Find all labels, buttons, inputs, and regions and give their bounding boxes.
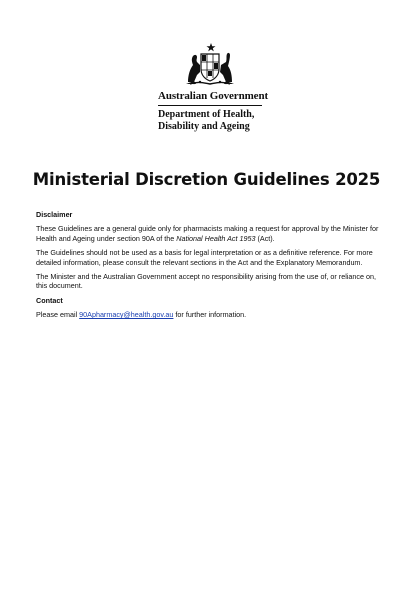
disclaimer-paragraph-1 bbox=[36, 224, 386, 243]
disclaimer-paragraph-3: The Minister and the Australian Government accept no responsibility arising from the use of, or reliance on, this document. bbox=[36, 272, 376, 291]
disclaimer-paragraph-1-text: These Guidelines are a general guide only for pharmacists making a request for approval by the Minister for Health and Ageing under section 90A of the bbox=[36, 224, 379, 243]
logo-divider bbox=[158, 105, 262, 106]
document-title: Ministerial Discretion Guidelines 2025 bbox=[32, 170, 381, 189]
disclaimer-paragraph-2: The Guidelines should not be used as a basis for legal interpretation or as a definitive reference. For more detailed information, please consult the relevant sections in the Act and the Explanatory Memorandum. bbox=[36, 248, 373, 267]
department-name-line-2: Disability and Ageing bbox=[158, 121, 250, 132]
document-body bbox=[36, 210, 386, 325]
act-name: National Health Act 1953 bbox=[176, 233, 256, 243]
disclaimer-paragraph-1-end: (Act). bbox=[255, 233, 275, 243]
contact-suffix: for further information. bbox=[173, 310, 247, 320]
department-name-line-1: Department of Health, bbox=[158, 109, 255, 120]
disclaimer-heading: Disclaimer bbox=[36, 210, 73, 219]
government-name: Australian Government bbox=[158, 90, 269, 102]
contact-heading: Contact bbox=[36, 295, 63, 305]
contact-prefix: Please email bbox=[36, 310, 80, 320]
contact-paragraph bbox=[36, 310, 386, 319]
government-logo bbox=[150, 40, 270, 174]
coat-of-arms-icon bbox=[180, 42, 240, 86]
contact-email-link[interactable]: 90Apharmacy@health.gov.au bbox=[79, 310, 174, 320]
